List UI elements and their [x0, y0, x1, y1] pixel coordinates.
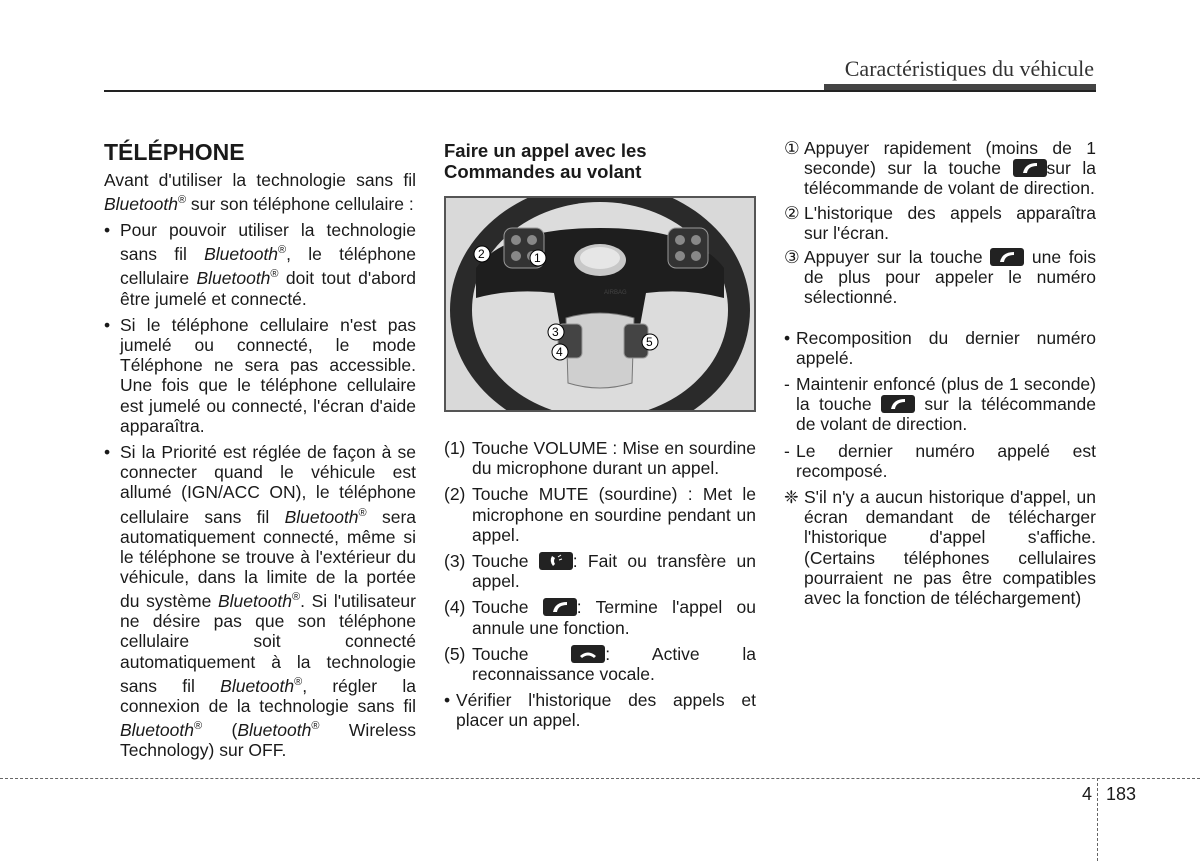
steering-wheel-figure — [444, 196, 756, 412]
step-item: ③ Appuyer sur la touche une fois de plus pour appeler le numéro sélectionné. — [784, 247, 1096, 308]
list-item: (3) Touche : Fait ou transfère un appel. — [444, 551, 756, 592]
callout-label: 1 — [534, 251, 541, 265]
phone-call-icon — [990, 248, 1024, 266]
list-item: • Si le téléphone cellulaire n'est pas jumelé ou connecté, le mode Téléphone ne sera pas accessible. Une fois que le téléphone cellulaire est jumelé ou connecté, l'écran d'aide apparaîtra. — [104, 314, 416, 436]
column-2 — [444, 140, 756, 194]
list-item: • Si la Priorité est réglée de façon à se connecter quand le véhicule est allumé (IGN/ACC ON), le téléphone cellulaire sans fil Bluetooth® sera automatiquement connecté, même si le téléphone se trouve à l'extérieur du véhicule, dans la limite de la portée du système Bluetooth®. Si l'utilisateur ne désire pas que son téléphone cellulaire soit connecté automatiquement à la technologie sans fil Bluetooth®, régler la connexion de la technologie sans fil Bluetooth® (Bluetooth® Wireless Technology) sur OFF. — [104, 441, 417, 761]
footer-divider — [1097, 778, 1098, 861]
note: ❈ S'il n'y a aucun historique d'appel, un écran demandant de télécharger l'historique d'appel s'affiche. (Certains téléphones cellulaires pourraient ne pas être compatibles avec la fonction de téléchargement) — [784, 487, 1096, 609]
subsection-title: Faire un appel avec les Commandes au volant — [444, 140, 647, 182]
list-item: • Pour pouvoir utiliser la technologie sans fil Bluetooth®, le téléphone cellulaire Bluetooth® doit tout d'abord être jumelé et connecté. — [104, 220, 416, 309]
list-item: - Maintenir enfoncé (plus de 1 seconde) la touche sur la télécommande de volant de direction. — [784, 374, 1096, 435]
footer-rule — [0, 778, 1200, 779]
column-3 — [784, 138, 1096, 608]
airbag-label: AIRBAG — [604, 290, 627, 296]
phone-call-icon — [1013, 159, 1047, 177]
phone-end-icon — [543, 598, 577, 616]
section-title: TÉLÉPHONE — [104, 139, 245, 165]
column-2-list — [444, 438, 756, 731]
intro-paragraph: Avant d'utiliser la technologie sans fil Bluetooth® sur son téléphone cellulaire : — [104, 170, 416, 215]
list-item: (1) Touche VOLUME : Mise en sourdine du microphone durant un appel. — [444, 438, 756, 479]
column-1 — [104, 138, 416, 760]
callout-label: 4 — [556, 345, 563, 359]
list-item: - Le dernier numéro appelé est recomposé. — [784, 440, 1096, 481]
header-rule — [104, 90, 1096, 92]
step-item: ① Appuyer rapidement (moins de 1 seconde) sur la touche sur la télécommande de volant de direction. — [784, 138, 1096, 199]
running-header: Caractéristiques du véhicule — [844, 56, 1094, 81]
callout-label: 3 — [552, 325, 559, 339]
list-item: (5) Touche : Active la reconnaissance vocale. — [444, 643, 756, 685]
voice-recognition-icon — [571, 645, 605, 663]
list-item: (4) Touche : Termine l'appel ou annule une fonction. — [444, 597, 756, 638]
list-item: • Recomposition du dernier numéro appelé. — [784, 327, 1096, 368]
phone-transfer-icon — [539, 552, 573, 570]
phone-call-icon — [881, 395, 915, 413]
callout-label: 2 — [478, 247, 485, 261]
callout-label: 5 — [646, 335, 653, 349]
list-item: • Vérifier l'historique des appels et placer un appel. — [444, 690, 756, 731]
chapter-number: 4 — [1082, 784, 1093, 804]
page-index: 183 — [1106, 784, 1137, 804]
list-item: (2) Touche MUTE (sourdine) : Met le microphone en sourdine pendant un appel. — [444, 484, 756, 545]
step-item: ② L'historique des appels apparaîtra sur l'écran. — [784, 202, 1096, 243]
